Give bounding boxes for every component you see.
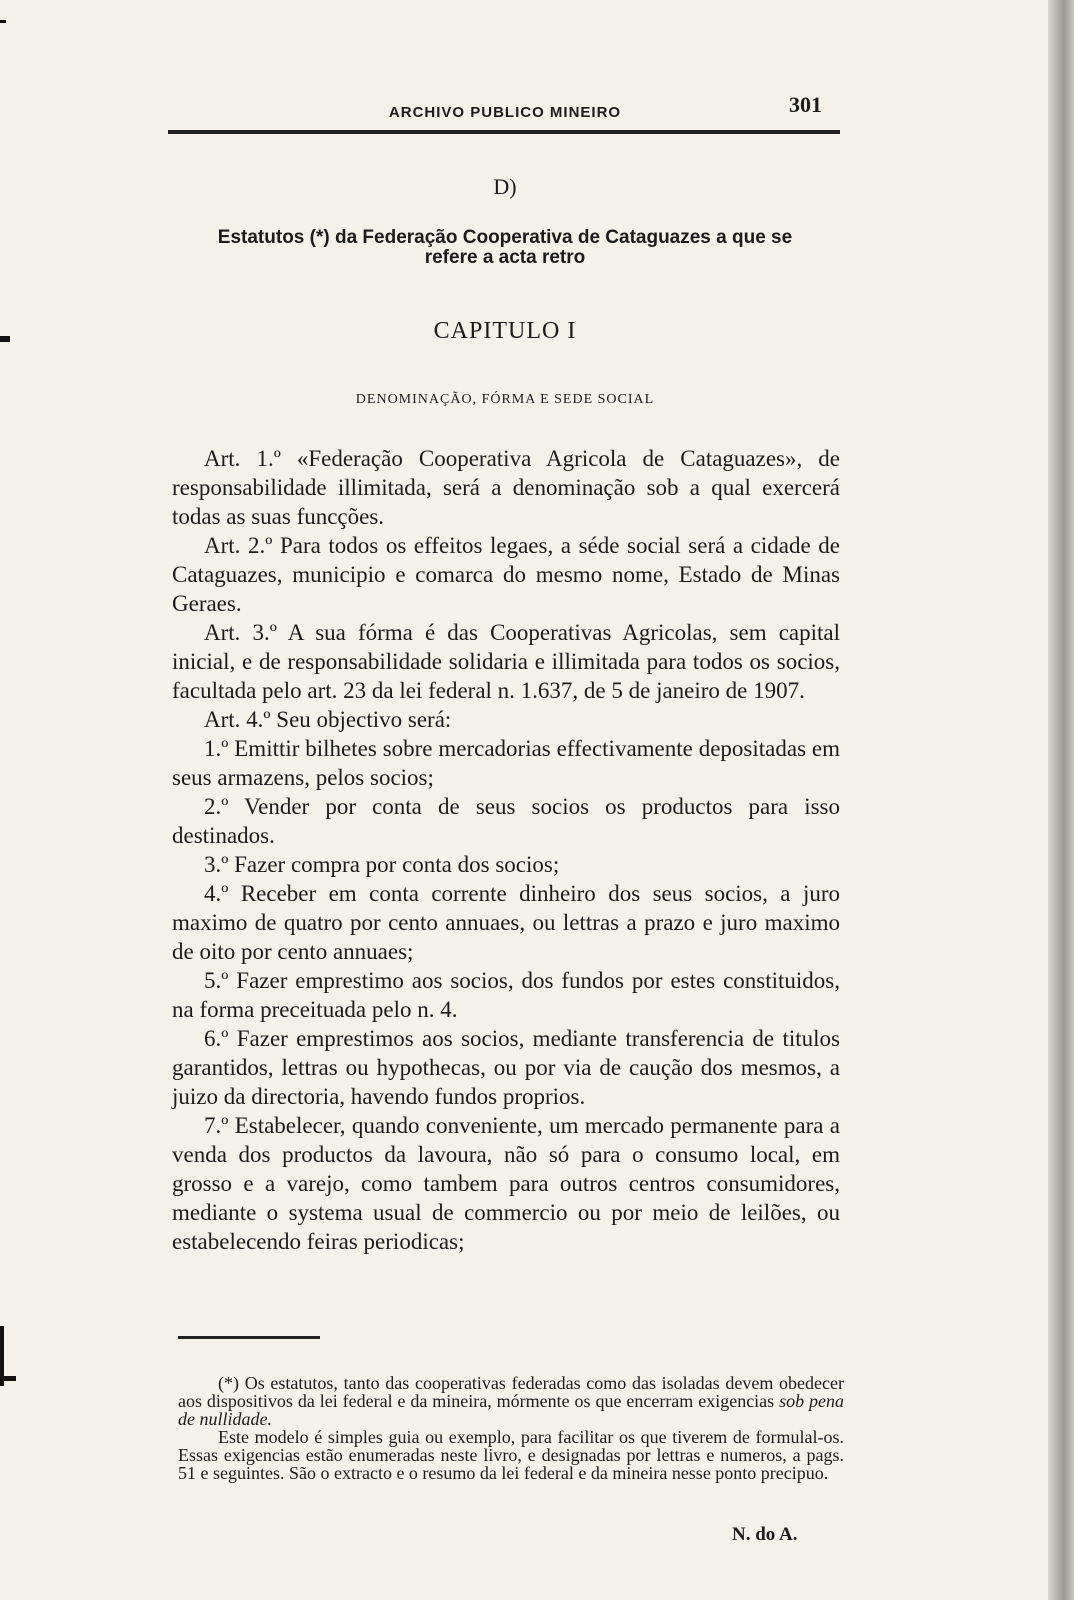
objective-item-3: 3.º Fazer compra por conta dos socios;: [204, 852, 560, 877]
article-2: Art. 2.º Para todos os effeitos legaes, a séde social será a cidade de Cataguazes, municipio e comarca do mesmo nome, Estado de Minas Geraes.: [172, 533, 840, 616]
objective-item-1: 1.º Emittir bilhetes sobre mercadorias effectivamente depositadas em seus armazens, pelos socios;: [172, 736, 840, 790]
running-header: [170, 92, 840, 126]
document-title-line-1: Estatutos (*) da Federação Cooperativa de Cataguazes a que se: [217, 227, 793, 248]
book-edge-shadow: [1048, 0, 1074, 1600]
document-title: [160, 228, 850, 268]
scan-mark: [0, 20, 6, 23]
footnotes: [178, 1374, 844, 1482]
objective-item-4: 4.º Receber em conta corrente dinheiro dos seus socios, a juro maximo de quatro por cento annuaes, ou lettras a prazo e juro maximo de oito por cento annuaes;: [172, 881, 840, 964]
footnote-1-text: (*) Os estatutos, tanto das cooperativas federadas como das isoladas devem obedecer aos dispositivos da lei federal e da mineira, mórmente os que encerram exigencias: [178, 1373, 844, 1411]
article-3: Art. 3.º A sua fórma é das Cooperativas Agricolas, sem capital inicial, e de responsabilidade solidaria e illimitada para todos os socios, facultada pelo art. 23 da lei federal n. 1.637, de 5 de janeiro de 1907.: [172, 620, 840, 703]
footnote-rule: [178, 1336, 320, 1339]
scan-mark: [0, 1376, 16, 1381]
subchapter-heading: DENOMINAÇÃO, FÓRMA E SEDE SOCIAL: [355, 392, 655, 407]
scan-mark: [0, 336, 10, 342]
article-1: Art. 1.º «Federação Cooperativa Agricola de Cataguazes», de responsabilidade illimitada, será a denominação sob a qual exercerá todas as suas funcções.: [172, 446, 840, 529]
article-4: Art. 4.º Seu objectivo será:: [204, 707, 452, 732]
footnote-1: [178, 1374, 844, 1428]
document-title-line-2: refere a acta retro: [424, 247, 586, 268]
header-rule: [168, 130, 840, 134]
author-note-signature: N. do A.: [732, 1524, 798, 1545]
header-title: ARCHIVO PUBLICO MINEIRO: [388, 104, 622, 121]
objective-item-6: 6.º Fazer emprestimos aos socios, mediante transferencia de titulos garantidos, lettras ou hypothecas, ou por via de caução dos mesmos, a juizo da directoria, havendo fundos proprios.: [172, 1026, 840, 1109]
objective-item-5: 5.º Fazer emprestimo aos socios, dos fundos por estes constituidos, na forma preceituada pelo n. 4.: [172, 968, 840, 1022]
objective-item-7: 7.º Estabelecer, quando conveniente, um mercado permanente para a venda dos productos da lavoura, não só para o consumo local, em grosso e a varejo, como tambem para outros centros consumidores, mediante o systema usual de commercio ou por meio de leilões, ou estabelecendo feiras periodicas;: [172, 1113, 840, 1254]
footnote-1-italic: sob pena de nullidade.: [178, 1391, 845, 1429]
page-number: 301: [789, 92, 822, 117]
objective-item-2: 2.º Vender por conta de seus socios os productos para isso destinados.: [172, 794, 840, 848]
footnote-2: Este modelo é simples guia ou exemplo, para facilitar os que tiverem de formulal-os. Essas exigencias estão enumeradas neste livro, e designadas por lettras e numeros, a pags. 51 e seguintes. São o extracto e o resumo da lei federal e da mineira nesse ponto precipuo.: [178, 1427, 844, 1483]
body-text: [172, 444, 840, 1256]
chapter-heading: CAPITULO I: [433, 318, 577, 344]
section-letter: D): [493, 174, 517, 199]
